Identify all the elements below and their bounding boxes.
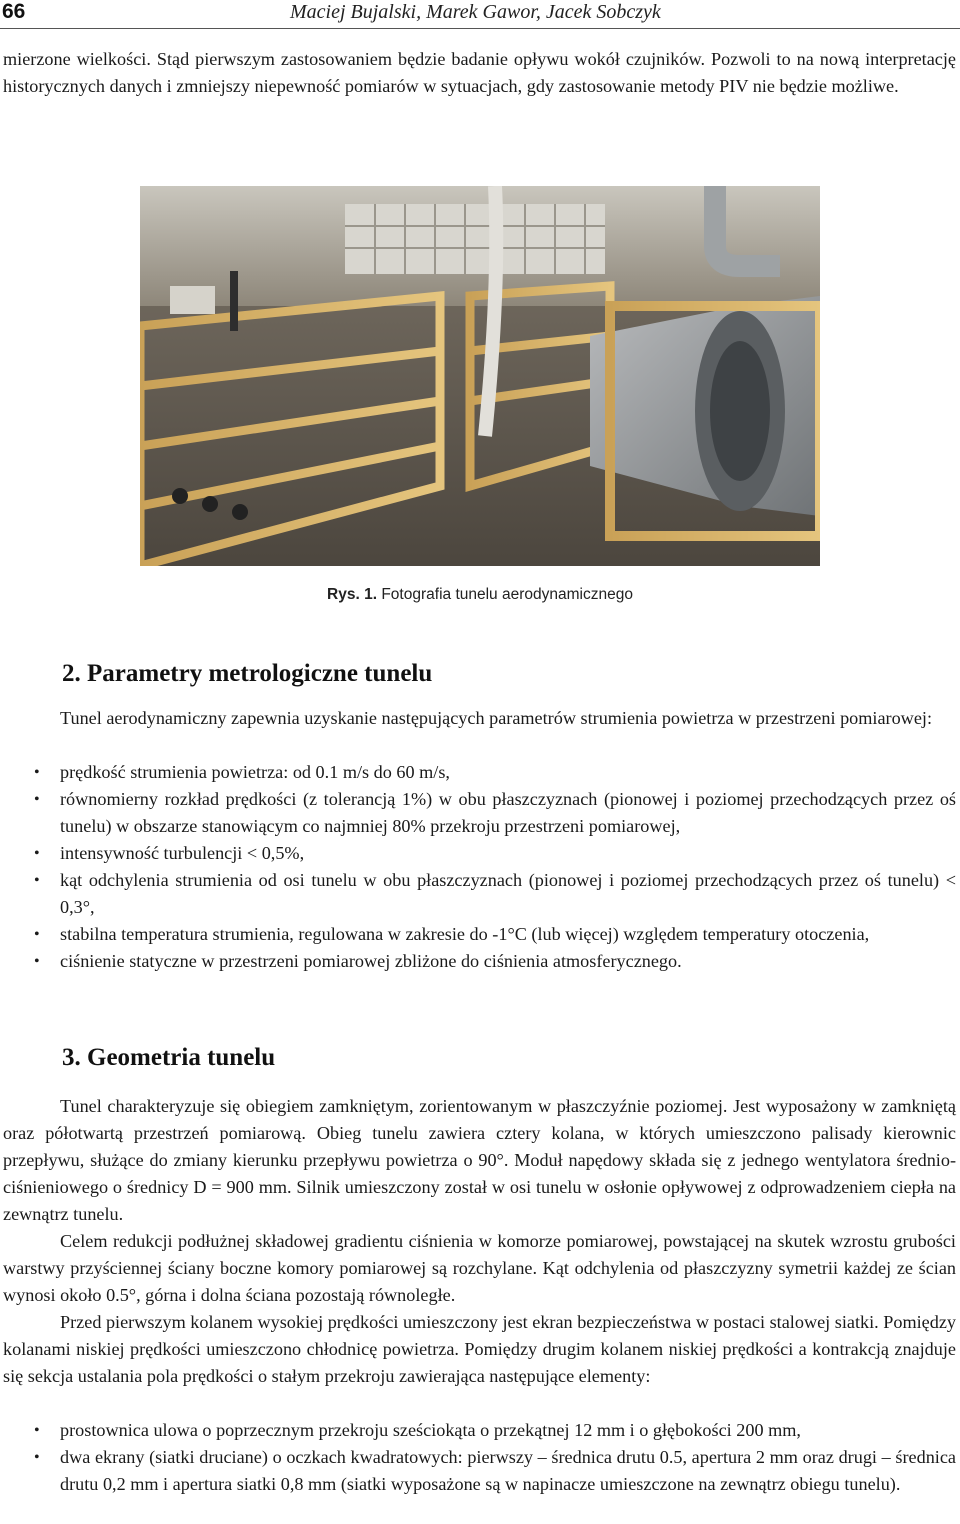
intro-paragraph: mierzone wielkości. Stąd pierwszym zastosowaniem będzie badanie opływu wokół czujników. Pozwoli to na nową interpretację historycznych danych i zmniejszy niepewność pomiarów w sytuacjach, gdy zastosowanie metody PIV nie będzie możliwe. <box>3 49 956 96</box>
bullet-icon: • <box>34 872 40 889</box>
list-item-text: stabilna temperatura strumienia, regulowana w zakresie do -1°C (lub więcej) względem temperatury otoczenia, <box>60 924 870 944</box>
section-3-bullet-list <box>3 1417 956 1498</box>
list-item <box>3 1417 956 1444</box>
bullet-icon: • <box>34 1422 40 1439</box>
list-item-text: kąt odchylenia strumienia od osi tunelu w obu płaszczyznach (pionowej i poziomej przechodzących przez oś tunelu) < 0,3°, <box>60 870 956 917</box>
bullet-icon: • <box>34 1449 40 1466</box>
list-item <box>3 867 956 921</box>
list-item-text: dwa ekrany (siatki druciane) o oczkach kwadratowych: pierwszy – średnica drutu 0.5, apertura 2 mm oraz drugi – średnica drutu 0,2 mm i apertura siatki 0,8 mm (siatki wyposażone są w napinacze umieszczone na zewnątrz obiegu tunelu). <box>60 1447 956 1494</box>
bullet-icon: • <box>34 791 40 808</box>
running-header <box>0 0 960 29</box>
page-number: 66 <box>2 0 26 23</box>
list-item <box>3 948 956 975</box>
section-2-bullet-list <box>3 759 956 975</box>
figure-caption-label: Rys. 1. <box>327 586 378 603</box>
bullet-icon: • <box>34 926 40 943</box>
list-item-text: ciśnienie statyczne w przestrzeni pomiarowej zbliżone do ciśnienia atmosferycznego. <box>60 951 682 971</box>
bullet-icon: • <box>34 845 40 862</box>
figure-caption-text: Fotografia tunelu aerodynamicznego <box>381 586 633 603</box>
section-3-paragraph-3: Przed pierwszym kolanem wysokiej prędkości umieszczony jest ekran bezpieczeństwa w postaci stalowej siatki. Pomiędzy kolanami niskiej prędkości umieszczono chłodnicę powietrza. Pomiędzy drugim kolanem niskiej prędkości a kontrakcją znajduje się sekcja ustalania pola prędkości o stałym przekroju zawierająca następujące elementy: <box>3 1312 956 1386</box>
list-item <box>3 1444 956 1498</box>
list-item-text: prostownica ulowa o poprzecznym przekroju sześciokąta o przekątnej 12 mm i o głębokości 200 mm, <box>60 1420 801 1440</box>
section-3-paragraph-2: Celem redukcji podłużnej składowej gradientu ciśnienia w komorze pomiarowej, powstającej na skutek wzrostu grubości warstwy przyściennej ściany boczne komory pomiarowej są rozchylane. Kąt odchylenia od płaszczyzny symetrii każdej ze ścian wynosi około 0.5°, górna i dolna ściana pozostają równoległe. <box>3 1231 956 1305</box>
bullet-icon: • <box>34 764 40 781</box>
wind-tunnel-photo <box>140 186 820 566</box>
list-item <box>3 840 956 867</box>
list-item-text: intensywność turbulencji < 0,5%, <box>60 843 305 863</box>
figure-caption <box>0 586 960 604</box>
section-2-heading: 2. Parametry metrologiczne tunelu <box>62 660 433 687</box>
list-item <box>3 759 956 786</box>
list-item-text: prędkość strumienia powietrza: od 0.1 m/s do 60 m/s, <box>60 762 450 782</box>
bullet-icon: • <box>34 953 40 970</box>
running-authors: Maciej Bujalski, Marek Gawor, Jacek Sobczyk <box>290 1 661 23</box>
list-item <box>3 786 956 840</box>
list-item <box>3 921 956 948</box>
list-item-text: równomierny rozkład prędkości (z tolerancją 1%) w obu płaszczyznach (pionowej i poziomej przechodzących przez oś tunelu) w obszarze stanowiącym co najmniej 80% przekroju przestrzeni pomiarowej, <box>60 789 956 836</box>
section-3-paragraph-1: Tunel charakteryzuje się obiegiem zamkniętym, zorientowanym w płaszczyźnie poziomej. Jest wyposażony w zamkniętą oraz półotwartą przestrzeń pomiarową. Obieg tunelu zawiera cztery kolana, w których umieszczono palisady kierownic przepływu, służące do zmiany kierunku przepływu powietrza o 90°. Moduł napędowy składa się z jednego wentylatora średnio-ciśnieniowego o średnicy D = 900 mm. Silnik umieszczony został w osi tunelu w osłonie opływowej z odprowadzeniem ciepła na zewnątrz tunelu. <box>3 1096 956 1224</box>
section-3-heading: 3. Geometria tunelu <box>62 1044 276 1071</box>
section-2-intro: Tunel aerodynamiczny zapewnia uzyskanie następujących parametrów strumienia powietrza w przestrzeni pomiarowej: <box>60 708 932 728</box>
